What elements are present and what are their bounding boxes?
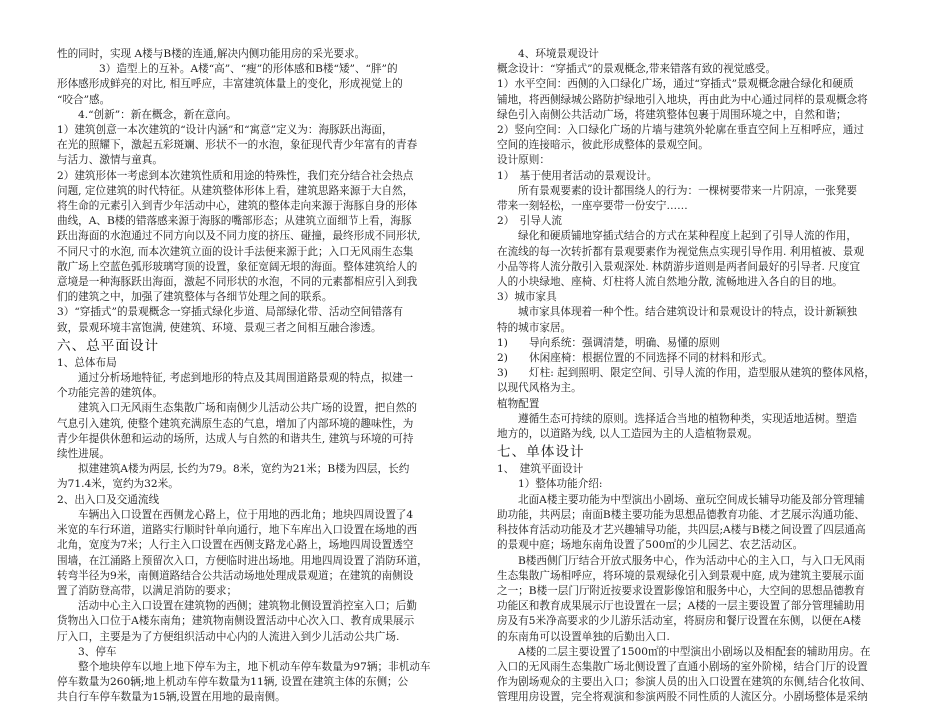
body-text-line: 与活力、激情与童真。 [57, 154, 163, 167]
body-text-line: 跃出海面的水泡通过不同方向以及不同力度的挤压、碰撞，最终形成不同形状, [57, 230, 421, 243]
body-text-line: 1） 基于使用者活动的景观设计。 [497, 169, 658, 182]
body-text-line: 通过分析场地特征, 考虑到地形的特点及其周围道路景观的特点，拟建一 [78, 372, 414, 385]
body-text-line: 2) 休闲座椅：根据位置的不同选择不同的材料和形式。 [497, 352, 773, 365]
section-heading: 七、单体设计 [497, 444, 585, 461]
body-text-line: 续性进展。 [57, 448, 110, 461]
body-text-line: 3) 灯柱: 起到照明、限定空间、引导人流的作用，造型服从建筑的整体风格， [497, 367, 875, 380]
body-text-line: 厅入口，主要是为了方便组织活动中心内的人流进入到少儿活动公共广场. [57, 630, 400, 643]
body-text-line: 个功能完善的建筑体。 [57, 387, 163, 400]
body-text-line: 房及有5米净高要求的少儿游乐活动室，将厨房和餐厅设置在东侧，以便在A楼 [497, 615, 861, 628]
body-text-line: 致，景观环境丰富饱满, 使建筑、环境、景观三者之间相互融合渗透。 [57, 321, 382, 334]
body-text-line: 植物配置 [497, 397, 540, 410]
body-text-line: 整个地块停车以地上地下停车为主，地下机动车停车数量为97辆；非机动车 [78, 660, 431, 673]
body-text-line: 作为剧场观众的主要出入口；参演人员的出入口设置在建筑的东侧,结合化妆间、 [497, 676, 872, 689]
body-text-line: 1）水平空间：西侧的入口绿化广场，通过“穿插式”景观概念融合绿化和硬质 [497, 78, 854, 91]
body-text-line: 活动中心主入口设置在建筑物的西侧；建筑物北侧设置消控室入口；后勤 [78, 600, 417, 613]
body-text-line: 3）“穿插式”的景观概念一穿插式绿化步道、局部绿化带、活动空间错落有 [57, 306, 403, 319]
body-text-line: 置了消防登高带，以满足消防的要求； [57, 584, 238, 597]
body-text-line: 1、总体布局 [57, 356, 117, 369]
body-text-line: 共自行车停车数量为15辆,设置在用地的最南侧。 [57, 691, 286, 704]
section-heading: 六、总平面设计 [57, 337, 160, 354]
right-text-column [497, 47, 904, 706]
body-text-line: 2）建筑形体一考虑到本次建筑性质和用途的特殊性，我们充分结合社会热点 [57, 169, 414, 182]
body-text-line: 设计原则： [497, 154, 550, 167]
body-text-line: 入口的无风雨生态集散广场北侧设置了直通小剧场的室外阶梯，结合门厅的设置 [497, 660, 868, 673]
body-text-line: 意境是一种海豚跃出海面，激起不同形状的水泡，不同的元素都相应引入到我 [57, 276, 418, 289]
body-text-line: 人的小块绿地、座椅、灯柱将人流自然地分散, 流畅地进入各自的目的地。 [497, 276, 843, 289]
body-text-line: 性的同时，实现 A楼与B楼的连通,解决内侧功能用房的采光要求。 [57, 48, 366, 60]
body-text-line: 转弯半径为9米，南侧道路结合公共活动场地处理成景观道；在建筑的南侧设 [57, 569, 414, 582]
body-text-line: 1) 导向系统：强调清楚，明确、易懂的原则 [497, 336, 720, 349]
body-text-line: 散广场上空蓝色弧形玻璃穹顶的设置，象征宽阔无垠的海面。整体建筑给人的 [57, 260, 418, 273]
body-text-line: 问题, 定位建筑的时代特征。从建筑整体形体上看，建筑思路来源于大自然， [57, 184, 414, 197]
body-text-line: 拟建建筑A楼为两层, 长约为79。8米，宽约为21米；B楼为四层，长约 [78, 463, 410, 476]
body-text-line: 在光的照耀下，激起五彩斑斓、形状不一的水泡，象征现代青少年富有的青春 [57, 139, 418, 152]
body-text-line: 将生命的元素引入到青少年活动中心，建筑的整体走向来源于海豚自身的形体 [57, 200, 418, 213]
body-text-line: 城市家具体现着一种个性。结合建筑设计和景观设计的特点，设计新颖独 [518, 306, 857, 319]
body-text-line: 停车数量为260辆;地上机动车停车数量为11辆, 设置在建筑主体的东侧；公 [57, 676, 409, 689]
body-text-line: 货物出入口位于A楼东南角；建筑物南侧设置活动中心次入口、教育成果展示 [57, 615, 415, 628]
body-text-line: 米宽的车行环道，道路实行顺时针单向通行，地下车库出入口设置在场地的西 [57, 524, 418, 537]
body-text-line: 助功能，共两层；南面B楼主要功能为思想品德教育功能、才艺展示沟通功能、 [497, 508, 865, 521]
body-text-line: 绿色引入南侧公共活动广场，将建筑整体包裹于周围环境之中，自然和谐； [497, 108, 847, 121]
body-text-line: 曲线，A、B楼的错落感来源于海豚的嘴部形态；从建筑立面细节上看，海豚 [57, 215, 412, 228]
body-text-line: 3）造型上的互补。A楼“高”、“瘦”的形体感和B楼“矮”、“胖”的 [99, 63, 398, 76]
body-text-line: 气息引入建筑, 使整个建筑充满原生态的气息，增加了内部环境的趣味性，为 [57, 417, 414, 430]
body-text-line: 空间的连接暗示，彼此形成整体的景观空间。 [497, 139, 709, 152]
body-text-line: 3、停车 [78, 645, 117, 658]
body-text-line: 生态集散广场相呼应，将环境的景观绿化引入到景观中庭, 成为建筑主要展示面 [497, 569, 864, 582]
body-text-line: 功能区和教育成果展示厅也设置在一层；A楼的一层主要设置了部分管理辅助用 [497, 600, 865, 613]
body-text-line: 2）竖向空间：入口绿化广场的片墙与建筑外轮廓在垂直空间上互相呼应，通过 [497, 124, 864, 137]
body-text-line: B楼西侧门厅结合开放式服务中心，作为活动中心的主入口，与入口无风雨 [518, 554, 865, 567]
body-text-line: 不同尺寸的水泡, 而本次建筑立面的设计手法便来源于此；入口无风雨生态集 [57, 245, 414, 258]
body-text-line: 1）建筑创意一本次建筑的“设计内涵”和“寓意”定义为：海豚跃出海面， [57, 124, 393, 137]
body-text-line: 建筑入口无风雨生态集散广场和南侧少儿活动公共广场的设置，把自然的 [78, 402, 417, 415]
body-text-line: 地方的，以道路为线, 以人工造园为主的人造植物景观。 [497, 428, 758, 441]
body-text-line: 1）整体功能介绍: [518, 478, 603, 491]
body-text-line: 以现代风格为主。 [497, 382, 582, 395]
body-text-line: 之一；B楼一层门厅附近按要求设置影像馆和服务中心，大空间的思想品德教育 [497, 584, 865, 597]
body-text-line: 铺地，将西侧绿城公路防护绿地引入地块，再由此为中心通过同样的景观概念将 [497, 93, 868, 106]
body-text-line: 为71.4米，宽约为32米。 [57, 478, 179, 491]
body-text-line: 科技体育活动功能及才艺兴趣辅导功能，共四层;A楼与B楼之间设置了四层通高 [497, 524, 866, 537]
body-text-line: 带来一刻轻松，一座亭要带一份安宁…… [497, 200, 688, 213]
body-text-line: 的景观中庭；场地东南角设置了500㎡的少儿园艺、农艺活动区。 [497, 539, 804, 552]
body-text-line: 们的建筑之中，加强了建筑整体与各细节处理之间的联系。 [57, 291, 333, 304]
body-text-line: 4、环境景观设计 [518, 48, 599, 60]
body-text-line: 的东南角可以设置单独的后勤出入口. [497, 630, 670, 643]
body-text-line: 3）城市家具 [497, 291, 557, 304]
body-text-line: 所有景观要素的设计都围绕人的行为：一棵树要带来一片阴凉，一张凳要 [518, 184, 857, 197]
body-text-line: 概念设计：“穿插式”的景观概念,带来错落有致的视觉感受。 [497, 63, 777, 76]
body-text-line: 特的城市家居。 [497, 321, 572, 334]
body-text-line: 1、 建筑平面设计 [497, 463, 584, 476]
body-text-line: “咬合”感。 [57, 93, 111, 106]
body-text-line: 车辆出入口设置在西侧龙心路上，位于用地的西北角；地块四周设置了4 [78, 508, 414, 521]
body-text-line: 2、出入口及交通流线 [57, 493, 160, 506]
body-text-line: 在流线的每一次转折都有景观要素作为视觉焦点实现引导作用. 利用植被、景观 [497, 245, 864, 258]
body-text-line: 4.“创新”：新在概念，新在意向。 [78, 108, 237, 121]
body-text-line: A楼的二层主要设置了1500㎡的中型演出小剧场以及相配套的辅助用房。在 [518, 645, 871, 658]
body-text-line: 围墙，在江涌路上预留次入口，方便临时进出场地。用地四周设置了消防环道， [57, 554, 428, 567]
body-text-line: 管理用房设置，完全将观演和参演两股不同性质的人流区分。小剧场整体是采纳 [497, 691, 868, 704]
body-text-line: 青少年提供休憩和运动的场所，达成人与自然的和谐共生, 建筑与环境的可持 [57, 432, 414, 445]
body-text-line: 绿化和硬质铺地穿插式结合的方式在某种程度上起到了引导人流的作用， [518, 230, 857, 243]
body-text-line: 形体感形成鲜亮的对比, 相互呼应，丰富建筑体量上的变化，形成视觉上的 [57, 78, 403, 91]
body-text-line: 小品等将人流分散引入景观深处. 林荫游步道则是两者间最好的引导者. 尺度宜 [497, 260, 861, 273]
left-text-column [57, 47, 467, 706]
body-text-line: 遵循生态可持续的原则。选择适合当地的植物种类，实现适地适树。塑造 [518, 412, 857, 425]
body-text-line: 北面A楼主要功能为中型演出小剧场、童玩空间成长辅导功能及部分管理辅 [518, 493, 865, 506]
body-text-line: 北角，宽度为7米；人行主入口设置在西侧支路龙心路上，场地四周设置透空 [57, 539, 414, 552]
body-text-line: 2） 引导人流 [497, 215, 563, 228]
